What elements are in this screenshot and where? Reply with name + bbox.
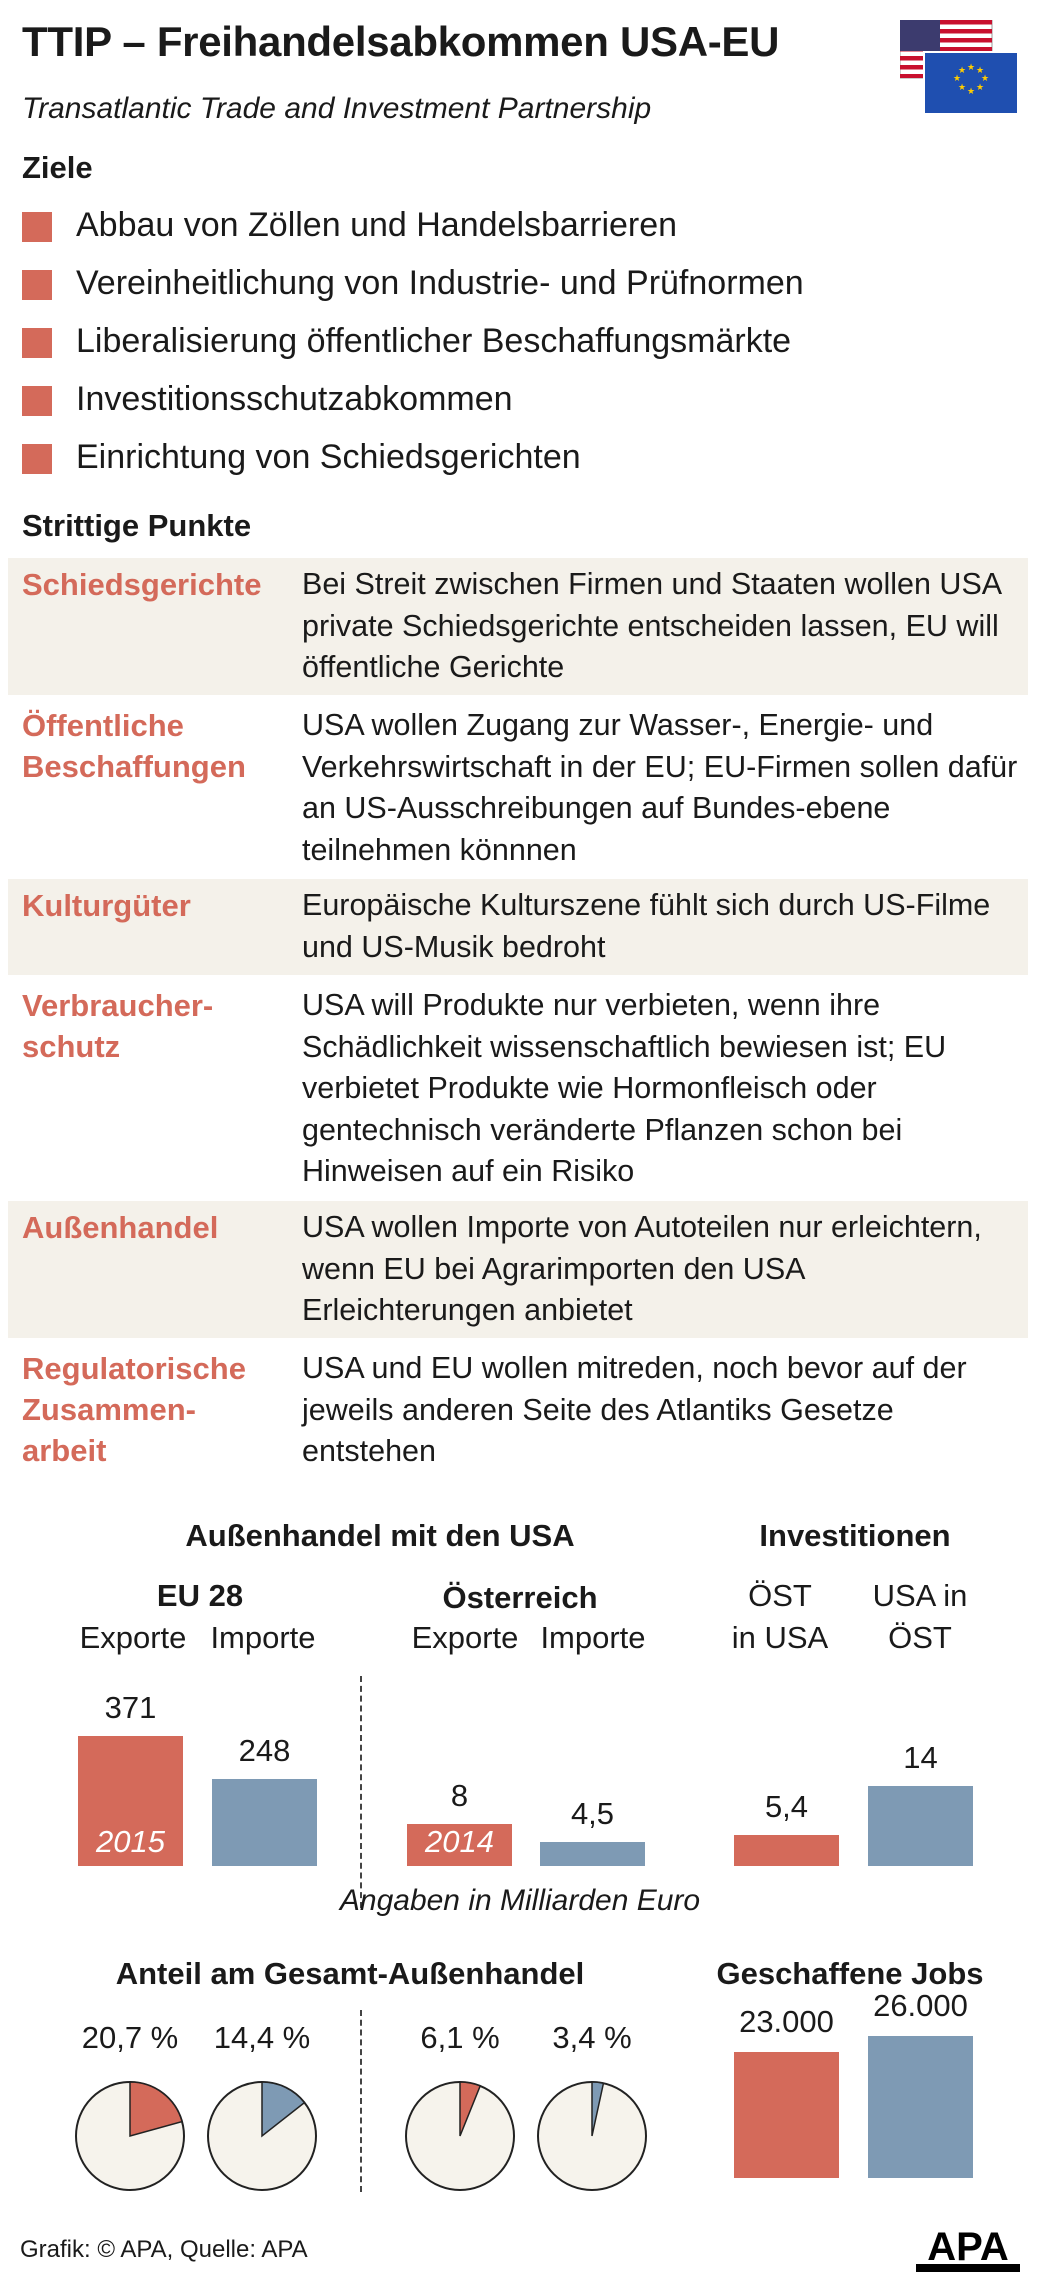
dispute-text: Bei Streit zwischen Firmen und Staaten wollen USA private Schiedsgerichte entscheiden lassen, EU will öffentliche Gerichte bbox=[302, 567, 1001, 684]
dispute-label: Schiedsgerichte bbox=[22, 567, 262, 602]
eu-flag-icon bbox=[924, 52, 1018, 114]
page-title: TTIP – Freihandelsabkommen USA-EU bbox=[22, 18, 780, 65]
category-label: in USA bbox=[731, 1620, 829, 1655]
dispute-row bbox=[8, 558, 1028, 695]
trade-chart-title: Außenhandel mit den USA bbox=[185, 1518, 575, 1553]
dispute-row bbox=[8, 979, 1028, 1197]
svg-text:★: ★ bbox=[966, 87, 976, 97]
unit-note: Angaben in Milliarden Euro bbox=[339, 1884, 701, 1917]
svg-text:★: ★ bbox=[966, 63, 976, 73]
dispute-row bbox=[8, 699, 1028, 875]
dispute-label: Außenhandel bbox=[22, 1210, 219, 1245]
dispute-text: USA wollen Importe von Autoteilen nur erleichtern, wenn EU bei Agrarimporten den USA Erleichterungen anbietet bbox=[302, 1210, 982, 1327]
category-label: ÖST bbox=[888, 1620, 952, 1655]
data-label: 26.000 bbox=[873, 1988, 968, 2023]
disputes-heading: Strittige Punkte bbox=[22, 508, 252, 543]
dispute-label: Regulatorische Zusammen-arbeit bbox=[22, 1351, 246, 1468]
jobs-bar bbox=[868, 2036, 973, 2178]
svg-text:★: ★ bbox=[975, 83, 985, 93]
svg-text:★: ★ bbox=[980, 74, 990, 84]
pie-label: 3,4 % bbox=[552, 2020, 632, 2055]
dispute-label: Verbraucher-schutz bbox=[22, 988, 214, 1064]
data-label: 248 bbox=[238, 1733, 291, 1769]
pie-chart bbox=[404, 2080, 516, 2192]
trade-bar bbox=[540, 1842, 645, 1866]
eu28-label: EU 28 bbox=[156, 1578, 244, 1613]
dispute-row bbox=[8, 879, 1028, 975]
jobs-bar bbox=[734, 2052, 839, 2178]
pie-chart bbox=[536, 2080, 648, 2192]
divider bbox=[360, 2010, 362, 2192]
svg-text:★: ★ bbox=[952, 74, 962, 84]
dispute-text: USA wollen Zugang zur Wasser-, Energie- und Verkehrswirtschaft in der EU; EU-Firmen sollen dafür an US-Ausschreibungen auf Bundes-ebene teilnehmen könnnen bbox=[302, 708, 1018, 867]
logo-text: APA bbox=[927, 2225, 1009, 2269]
pie-chart bbox=[206, 2080, 318, 2192]
data-label: 14 bbox=[903, 1740, 938, 1775]
data-label: 23.000 bbox=[739, 2004, 834, 2040]
pie-label: 14,4 % bbox=[213, 2020, 311, 2055]
investment-chart-title: Investitionen bbox=[759, 1518, 951, 1553]
category-label: Exporte bbox=[79, 1620, 187, 1655]
pie-label: 20,7 % bbox=[81, 2020, 179, 2055]
investment-bar bbox=[868, 1786, 973, 1866]
jobs-chart-title: Geschaffene Jobs bbox=[716, 1956, 984, 1991]
category-label: Importe bbox=[540, 1620, 646, 1655]
trade-bar bbox=[212, 1779, 317, 1866]
year-label: 2015 bbox=[96, 1824, 165, 1859]
category-label: Importe bbox=[210, 1620, 316, 1655]
dispute-text: USA will Produkte nur verbieten, wenn ihre Schädlichkeit wissenschaftlich bewiesen ist; EU verbietet Produkte wie Hormonfleisch oder gentechnisch veränderte Pflanzen schon bei Hinweisen auf ein Risiko bbox=[302, 988, 947, 1188]
footer-credit: Grafik: © APA, Quelle: APA bbox=[20, 2236, 308, 2263]
share-chart-title: Anteil am Gesamt-Außenhandel bbox=[115, 1956, 585, 1991]
apa-logo bbox=[916, 2224, 1020, 2272]
dispute-row bbox=[8, 1342, 1028, 1484]
investment-bar bbox=[734, 1835, 839, 1866]
goals-heading: Ziele bbox=[22, 150, 93, 185]
bullet-square-icon bbox=[22, 328, 52, 358]
goal-item: Einrichtung von Schiedsgerichten bbox=[22, 434, 1002, 480]
dispute-label: Öffentliche Beschaffungen bbox=[22, 708, 246, 784]
bullet-square-icon bbox=[22, 444, 52, 474]
pie-chart bbox=[74, 2080, 186, 2192]
category-label: ÖST bbox=[748, 1578, 812, 1613]
oesterreich-label: Österreich bbox=[442, 1580, 598, 1615]
dispute-text: USA und EU wollen mitreden, noch bevor auf der jeweils anderen Seite des Atlantiks Gesetze entstehen bbox=[302, 1351, 967, 1468]
data-label: 5,4 bbox=[764, 1789, 809, 1825]
data-label: 8 bbox=[450, 1778, 469, 1813]
category-label: USA in bbox=[872, 1578, 968, 1613]
svg-text:★: ★ bbox=[957, 83, 967, 93]
data-label: 4,5 bbox=[570, 1796, 615, 1832]
category-label: Exporte bbox=[411, 1620, 519, 1655]
dispute-text: Europäische Kulturszene fühlt sich durch US-Filme und US-Musik bedroht bbox=[302, 888, 991, 964]
goal-item: Liberalisierung öffentlicher Beschaffungsmärkte bbox=[22, 318, 1002, 364]
bullet-square-icon bbox=[22, 386, 52, 416]
goal-item: Abbau von Zöllen und Handelsbarrieren bbox=[22, 202, 1002, 248]
bullet-square-icon bbox=[22, 270, 52, 300]
pie-label: 6,1 % bbox=[420, 2020, 500, 2055]
page-subtitle: Transatlantic Trade and Investment Partnership bbox=[22, 92, 652, 125]
bullet-square-icon bbox=[22, 212, 52, 242]
dispute-row bbox=[8, 1201, 1028, 1338]
data-label: 371 bbox=[104, 1690, 157, 1725]
dispute-label: Kulturgüter bbox=[22, 888, 191, 923]
year-label: 2014 bbox=[425, 1824, 494, 1859]
goal-item: Investitionsschutzabkommen bbox=[22, 376, 1002, 422]
svg-text:★: ★ bbox=[975, 66, 985, 76]
goal-item: Vereinheitlichung von Industrie- und Prüfnormen bbox=[22, 260, 1002, 306]
divider bbox=[360, 1676, 362, 1908]
flags-graphic bbox=[900, 20, 1020, 120]
apa-logo-icon bbox=[916, 2224, 1020, 2272]
svg-text:★: ★ bbox=[957, 66, 967, 76]
